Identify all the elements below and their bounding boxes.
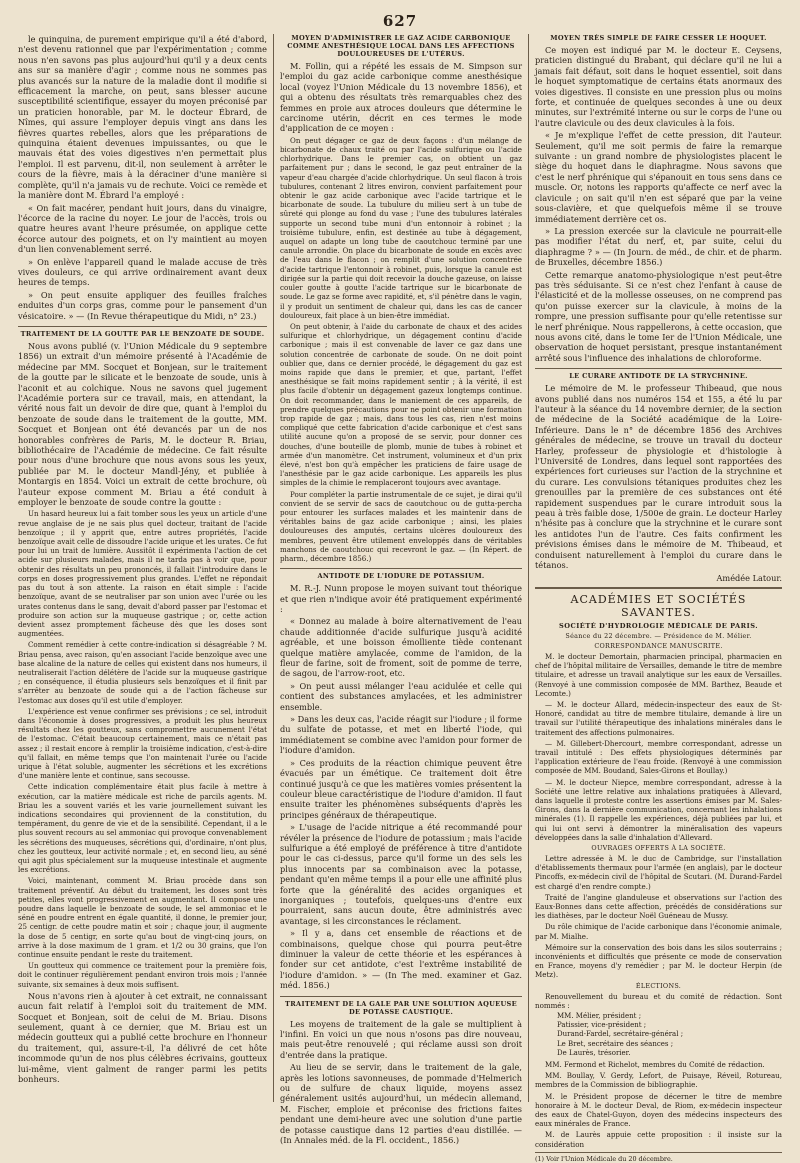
correspondence [535,652,782,842]
paragraph: Nous n'avons rien à ajouter à cet extrait, ne connaissant aucun fait relatif à l'emploi soit du traitement de MM. Socquet et Bonjean, soit de celui de M. Briau. Disons seulement, quant à ce dernier, que M. Briau est un médecin goutteux qui a publié cette brochure en l'honneur du traitement, qui, assure-t-il, l'a délivré de cet hôte incommode qu'un de nos plus célèbres écrivains, goutteux lui-même, vient galment de ranger parmi les petits bonheurs. [18,990,267,1085]
paragraph: Le mémoire de M. le professeur Thibeaud, que nous avons publié dans nos numéros 154 et 155, a été lu par l'auteur à la séance du 14 novembre dernier, de la section de médecine de la Société académique de la Loire-Inférieure. Dans le n° de décembre 1856 des Archives générales de médecine, se trouve un travail du docteur Harley, professeur de physiologie et d'histologie à l'Université de Londres, dans lequel sont rapportées des expériences fort curieuses sur l'action de la strychnine et du curare. Les convulsions tétaniques produites chez les grenouilles par la première de ces substances ont été rapidement suspendues par le curare introduit sous la peau à très faible dose, 1/500e de grain. Le docteur Harley n'hésite pas à conclure que la strychnine et le curare sont les antidotes l'un de l'autre. Ces faits confirment les prévisions émises dans le mémoire de M. Thibeaud, et conduisent naturellement à l'emploi du curare dans le tétanos. [535,383,782,571]
list-item: MM. Mélier, président ; [557,1012,642,1021]
section-heading: MOYEN TRÈS SIMPLE DE FAIRE CESSER LE HOQUET. [550,34,767,42]
list-item: De Laurès, trésorier. [557,1048,631,1057]
paragraph: M. le docteur Demortain, pharmacien principal, pharmacien en chef de l'hôpital militaire de Versailles, demande le titre de membre titulaire, et adresse un travail analytique sur les eaux de Versailles. (Renvoyé à une commission composée de MM. Barthez, Beaude et Lecomte.) [535,651,782,698]
paragraph: MM. Boullay, V. Gerdy, Lefort, de Puisaye, Réveil, Rotureau, membres de la Commission de bibliographie. [535,1071,782,1090]
page-number: 627 [382,12,418,30]
section-heading: MOYEN D'ADMINISTRER LE GAZ ACIDE CARBONIQUE COMME ANESTHÉSIQUE LOCAL DANS LES AFFECTIONS DOULOUREUSES DE L'UTÉRUS. [287,34,515,58]
paragraph: Un goutteux qui commence ce traitement pour la première fois, doit le continuer régulièrement pendant environ trois mois ; l'année suivante, six semaines à deux mois suffisent. [18,961,267,989]
paragraph: » La pression exercée sur la clavicule ne pourrait-elle pas modifier l'état du nerf, et, par suite, celui du diaphragme ? » — (In Journ. de méd., de chir. et de pharm. de Bruxelles, décembre 1856.) [535,225,782,268]
paragraph: » L'usage de l'acide nitrique a été recommandé pour révéler la présence de l'iodure de potassium ; mais l'acide sulfurique a été employé de préférence à titre d'antidote pour le cas ci-dessus, parce qu'il forme un des sels les plus innocents par sa combinaison avec la potasse, pendant qu'en même temps il a pour elle une affinité plus forte que la généralité des acides organiques et inorganiques ; toutefois, quelques-uns d'entre eux pourraient, sans aucun doute, être administrés avec avantage, si les circonstances le réclament. [280,822,522,926]
section-heading: TRAITEMENT DE LA GOUTTE PAR LE BENZOATE DE SOUDE. [18,326,267,338]
paragraph: Nous avons publié (v. l'Union Médicale du 9 septembre 1856) un extrait d'un mémoire présenté à l'Académie de médecine par MM. Socquet et Bonjean, sur le traitement de la goutte par le silicate et le benzoate de soude, unis à l'aconit et au colchique. Nous ne savons quel jugement l'Académie portera sur ce travail, mais, en attendant, la vérité nous fait un devoir de dire que, quant à l'emploi du benzoate de soude dans le traitement de la goutte, MM. Socquet et Bonjean ont été devancés par un de nos honorables confrères de Paris, M. le docteur R. Briau, bibliothécaire de l'Académie de médecine. Ce fait résulte pour nous d'une brochure que nous avons sous les yeux, publiée par M. le docteur Mandl-Jény, et publiée à Montargis en 1854. Voici un extrait de cette brochure, où l'auteur expose comment M. Briau a été conduit à employer le benzoate de soude contre la goutte : [18,340,267,508]
paragraph: MM. Fermond et Richelot, membres du Comité de rédaction. [545,1060,765,1070]
elections [535,992,782,1149]
quoted-extract [280,136,522,563]
society-heading: SOCIÉTÉ D'HYDROLOGIE MÉDICALE DE PARIS. [558,621,759,630]
paragraph: » Dans les deux cas, l'acide réagit sur l'iodure ; il forme du sulfate de potasse, et met en liberté l'iode, qui immédiatement se combine avec l'amidon pour former de l'iodure d'amidon. [280,714,522,756]
session-line: Séance du 22 décembre. — Présidence de M. Mélier. [565,631,752,640]
paragraph: » On peut ensuite appliquer des feuilles fraîches enduites d'un corps gras, comme pour le pansement d'un vésicatoire. » — (In Revue thérapeutique du Midi, n° 23.) [18,289,267,321]
paragraph: Les moyens de traitement de la gale se multiplient à l'infini. En voici un que nous n'osons pas dire nouveau, mais peut-être renouvelé ; qui réclame aussi son droit d'entrée dans la pratique. [280,1018,522,1060]
paragraph: Comment remédier à cette contre-indication si désagréable ? M. Briau pensa, avec raison, qu'en associant l'acide benzoïque avec une base alcaline de la nature de celles qui existent dans nos humeurs, il neutraliserait l'action délétère de l'acide sur la muqueuse gastrique ; en conséquence, il étudia plusieurs sels benzoïques et il finit par s'arrêter au benzoate de soude qui a de l'action fâcheuse sur l'estomac aux doses qu'il est utile d'employer. [18,640,267,705]
paragraph: Ce moyen est indiqué par M. le docteur E. Ceysens, praticien distingué du Brabant, qui déclare qu'il ne lui a jamais fait défaut, soit dans le hoquet essentiel, soit dans le hoquet symptomatique de certains états anormaux des voies digestives. Il consiste en une pression plus ou moins forte, et continuée de quelques secondes à une ou deux minutes, sur l'extrémité interne ou sur le corps de l'une ou l'autre clavicule ou des deux clavicules à la fois. [535,45,782,128]
paragraph: Lettre adressée à M. le duc de Cambridge, sur l'installation d'établissements thermaux pour l'armée (en anglais), par le docteur Pincoffs, ex-médecin civil de l'hôpital de Scutari. (M. Durand-Fardel est chargé d'en rendre compte.) [535,853,782,891]
paragraph: Voici, maintenant, comment M. Briau procède dans son traitement préventif. Au début du traitement, les doses sont très petites, elles vont progressivement en augmentant. Il compose une poudre dans laquelle le benzoate de soude, le sel ammoniac et le séné en poudre entrent en égale quantité, il donne, le premier jour, 25 centigr. de cette poudre matin et soir ; chaque jour, il augmente la dose de 5 centigr, en sorte qu'au bout de vingt-cinq jours, on arrive à la dose maximum de 1 gram. et 1/2 ou 30 grains, que l'on continue ensuite pendant le reste du traitement. [18,876,267,960]
paragraph: — M. le docteur Niepce, membre correspondant, adresse à la Société une lettre relative aux inhalations pratiquées à Allevard, dans laquelle il proteste contre les assertions émises par M. Sales-Girons, dans la dernière communication, concernant les inhalations minérales (1). Il rappelle les expériences, déjà publiées par lui, et qui lui ont servi à démontrer la minéralisation des vapeurs développées dans la salle d'inhalation d'Allevard. [535,777,782,842]
columns [12,34,788,1163]
paragraph: M. de Laurès appuie cette proposition : il insiste sur la considération [535,1130,782,1149]
paragraph: — M. le docteur Allard, médecin-inspecteur des eaux de St-Honoré, candidat au titre de membre titulaire, demande à lire un travail sur l'utilité thérapeutique des inhalations minérales dans le traitement des affections pulmonaires. [535,699,782,737]
quoted-extract [18,509,267,988]
paragraph: Pour compléter la partie instrumentale de ce sujet, je dirai qu'il convient de se servir de sacs de caoutchouc ou de gutta-percha pour entourer les surfaces malades et les maintenir dans de véritables bains de gaz acide carbonique ; ainsi, les plaies douloureuses des amputés, certains ulcères douloureux des membres, peuvent être utilement enveloppés dans de véritables manchons de caoutchouc qui recevront le gaz. — (In Répert. de pharm., décembre 1856.) [280,489,522,563]
paragraph: » Ces produits de la réaction chimique peuvent être évacués par un émétique. Ce traitement doit être continué jusqu'à ce que les matières vomies présentent la couleur bleue caractéristique de l'iodure d'amidon. Il faut ensuite traiter les phénomènes subséquents d'après les principes généraux de thérapeutique. [280,757,522,820]
paragraph: « Je m'explique l'effet de cette pression, dit l'auteur. Seulement, qu'il me soit permis de faire la remarque suivante : un grand nombre de physiologistes placent le siège du hoquet dans le diaphragme. Nous savons que c'est le nerf phrénique qui s'épanouit en tous sens dans ce muscle. Or, notons les rapports qu'affecte ce nerf avec la clavicule ; on sait qu'il n'en est séparé que par la veine sous-clavière, et que quelquefois même il se trouve immédiatement derrière cet os. [535,130,782,224]
column-3 [529,34,788,1163]
paragraph: Cette remarque anatomo-physiologique n'est peut-être pas très séduisante. Si ce n'est chez l'enfant à cause de l'élasticité et de la mollesse osseuses, on ne comprend pas qu'on puisse exercer sur la clavicule, à moins de la rompre, une pression suffisante pour qu'elle retentisse sur le nerf phrénique. Nous rappellerons, à cette occasion, que nous avons cité, dans le tome Ier de l'Union Médicale, une observation de hoquet persistant, presque instantanément arrêté sous l'influence des inhalations de chloroforme. [535,269,782,363]
paragraph: Renouvellement du bureau et du comité de rédaction. Sont nommés : [535,991,782,1010]
paragraph: » On peut aussi mélanger l'eau acidulée et celle qui contient des substances amylacées, et les administrer ensemble. [280,680,522,712]
paragraph: » On enlève l'appareil quand le malade accuse de très vives douleurs, ce qui arrive ordinairement avant deux heures de temps. [18,256,267,288]
column-2 [274,34,529,1146]
paragraph: Au lieu de se servir, dans le traitement de la gale, après les lotions savonneuses, de pommade d'Helmerich ou de sulfure de chaux liquide, moyens assez généralement usités aujourd'hui, un médecin allemand, M. Fischer, emploie et préconise des frictions faites pendant une demi-heure avec une solution d'une partie de potasse caustique dans 12 parties d'eau distillée. — (In Annales méd. de la Fl. occident., 1856.) [280,1062,522,1146]
paragraph: — M. Gillebert-Dhercourt, membre correspondant, adresse un travail intitulé : Des effets physiologiques déterminés par l'application extérieure de l'eau froide. (Renvoyé à une commission composée de MM. Boudand, Sales-Girons et Boullay.) [535,738,782,776]
paragraph: « Donnez au malade à boire alternativement de l'eau chaude additionnée d'acide sulfurique jusqu'à acidité agréable, et une boisson émolliente tiède contenant quelque matière amylacée, comme de l'amidon, de la fleur de farine, soit de froment, soit de pomme de terre, de sagou, de l'arrow-root, etc. [280,616,522,679]
paragraph: On peut dégager ce gaz de deux façons : d'un mélange de bicarbonate de chaux traité ou par l'acide sulfurique ou l'acide chlorhydrique. Dans le premier cas, on obtient un gaz parfaitement pur ; dans le second, le gaz peut entraîner de la vapeur d'eau chargée d'acide chlorhydrique. Un seul flacon à trois tubulures, contenant 2 litres environ, convient parfaitement pour obtenir le gaz acide carbonique avec l'acide tartrique et le bicarbonate de soude. La tubulure du milieu sert à un tube de sûreté qui plonge au fond du vase ; l'une des tubulures latérales supporte un second tube muni d'un entonnoir à robinet ; la troisième tubulure, enfin, est destinée au tube à dégagement, auquel on adapte un long tube de caoutchouc terminé par une canule arrondie. On place du bicarbonate de soude en excès avec de l'eau dans le flacon ; on remplit d'une solution concentrée d'acide tartrique l'entonnoir à robinet, puis, lorsque la canule est dirigée sur la partie qui doit recevoir la douche gazeuse, on laisse couler goutte à goutte l'acide tartrique sur le bicarbonate de soude. Le gaz se forme avec rapidité, et, s'il pénètre dans le vagin, il y produit un sentiment de chaleur qui, dans les cas de cancer douloureux, fait place à un bien-être immédiat. [280,135,522,320]
paragraph: « On fait macérer, pendant huit jours, dans du vinaigre, l'écorce de la racine du noyer. Le jour de l'accès, trois ou quatre heures avant l'heure présumée, on applique cette écorce autour des poignets, et on l'y maintient au moyen d'un lien convenablement serré. [18,202,267,255]
subheading: CORRESPONDANCE MANUSCRITE. [594,641,723,650]
paragraph: Cette indication complémentaire était plus facile à mettre à exécution, car la matière médicale est riche de parcils agents. M. Briau les a souvent variés et les varie journellement suivant les indications secondaires qui proviennent de la constitution, du tempérament, du genre de vie et de la sensibilité. Cependant, il a le plus souvent recours au sel ammoniac qui provoque convenablement les sécrétions des muqueuses, sécrétions qui, d'ordinaire, n'ont plus, chez les goutteux, leur activité normale ; et, en second lieu, au séné qui agit plus spécialement sur la muqueuse intestinale et augmente les excrétions. [18,782,267,875]
list-item: Patissier, vice-président ; [557,1021,647,1030]
subheading: ÉLECTIONS. [635,981,682,990]
paragraph: M. le Président propose de décerner le titre de membre honoraire à M. le docteur Deval, de Riom, ex-médecin inspecteur des eaux de Chatel-Guyon, doyen des médecins inspecteurs des eaux minérales de France. [535,1091,782,1129]
paragraph: Du rôle chimique de l'acide carbonique dans l'économie animale, par M. Mialhe. [535,922,782,941]
section-heading: TRAITEMENT DE LA GALE PAR UNE SOLUTION AQUEUSE DE POTASSE CAUSTIQUE. [280,996,522,1016]
paragraph: M. R.-J. Nunn propose le moyen suivant tout théorique et que rien n'indique avoir été pratiquement expérimenté : [280,583,522,614]
paragraph: On peut obtenir, à l'aide du carbonate de chaux et des acides sulfurique et chlorhydrique, un dégagement continu d'acide carbonique ; mais il est convenable de laver ce gaz dans une solution concentrée de carbonate de soude. On ne doit point oublier que, dans ce dernier procédé, le dégagement du gaz est moins rapide que dans le premier, et que, partant, l'effet anesthésique se fait moins rapidement sentir ; à la vérité, il est plus facile d'obtenir un dégagement gazeux longtemps continue. On doit recommander, dans le maniement de ces appareils, de prendre quelques précautions pour ne point obtenir une formation trop rapide de gaz ; mais, dans tous les cas, rien n'est moins compliqué que cette fabrication d'acide carbonique et c'est sans utilité aucune qu'on a proposé de se servir, pour donner ces douches, d'une bouteille de plomb, munie de tubes à robinet et armée d'un manomètre. Cet instrument, volumineux et d'un prix élevé, n'est bon qu'à empêcher les praticiens de faire usage de l'anesthésie par le gaz acide carbonique. Les appareils les plus simples de la chimie le remplaceront toujours avec avantage. [280,321,522,488]
paragraph: le quinquina, de purement empirique qu'il a été d'abord, n'est devenu rationnel que par l'expérimentation ; comme nous n'en savons pas plus aujourd'hui qu'il y a deux cents ans sur sa manière d'agir ; comme nous ne sommes pas plus avancés sur la nature de la maladie dont il modifie si efficacement la marche, on peut, sans blesser aucune susceptibilité scientifique, essayer du moyen préconisé par un praticien honorable, par M. le docteur Ébrard, de Nîmes, qui assure l'employer depuis vingt ans dans les fièvres quartes rebelles, alors que les préparations de quinquina étaient devenues impuissantes, ou que le mauvais état des voies digestives n'en permettait plus l'emploi. Il est parvenu, dit-il, non seulement à arrêter le cours de la fièvre, mais à la déraciner d'une manière si complète, qu'il n'a jamais vu de rechute. Voici ce remède et la manière dont M. Ébrard l'a employé : [18,34,267,201]
paragraph: L'expérience est venue confirmer ses prévisions ; ce sel, introduit dans l'économie à doses progressives, a produit les plus heureux résultats chez les goutteux, sans compromettre aucunement l'état de l'estomac. C'était beaucoup certainement, mais ce n'était pas assez ; il restait encore à remplir la troisième indication, c'est-à-dire qu'il fallait, en même temps que l'on maintenait l'urée ou l'acide urique à l'état soluble, augmenter les sécrétions et les excrétions d'une manière lente et continue, sans secousse. [18,706,267,781]
column-1 [12,34,274,1102]
paragraph: Mémoire sur la conservation des bois dans les silos souterrains ; inconvénients et difficultés que présente ce mode de conservation en France, moyens d'y remédier ; par M. le docteur Herpin (de Metz). [535,942,782,980]
section-heading: LE CURARE ANTIDOTE DE LA STRYCHNINE. [535,368,782,380]
paragraph: M. Follin, qui a répété les essais de M. Simpson sur l'emploi du gaz acide carbonique comme anesthésique local (voyez l'Union Médicale du 13 novembre 1856), et qui a obtenu des résultats très remarquables chez des femmes en proie aux atroces douleurs que détermine le carcinome utérin, décrit en ces termes le mode d'application de ce moyen : [280,61,522,134]
section-heading: ANTIDOTE DE L'IODURE DE POTASSIUM. [280,568,522,580]
paragraph: Traité de l'angine glanduleuse et observations sur l'action des Eaux-Bonnes dans cette affection, précédés de considérations sur les diathèses, par le docteur Noël Guéneau de Mussy. [535,892,782,921]
works-offered [535,854,782,980]
author-signature: Amédée Latour. [716,572,782,583]
col1-intro [18,34,267,321]
paragraph: » Il y a, dans cet ensemble de réactions et de combinaisons, quelque chose qui pourra peut-être diminuer la valeur de cette théorie et les espérances à fonder sur cet antidote, c'est l'extrême instabilité de l'iodure d'amidon. » — (In The med. examiner et Gaz. méd. 1856.) [280,928,522,991]
footnote: (1) Voir l'Union Médicale du 20 décembre. [535,1152,782,1163]
subheading: OUVRAGES OFFERTS À LA SOCIÉTÉ. [591,843,726,852]
academies-heading: ACADÉMIES ET SOCIÉTÉS SAVANTES. [535,587,782,619]
elections-list [535,1012,782,1058]
paragraph: Un hasard heureux lui a fait tomber sous les yeux un article d'une revue anglaise de je ne sais plus quel docteur, traitant de l'acide benzoïque ; il y apprit que, entre autres propriétés, l'acide benzoïque avait celle de dissoudre l'acide urique et les urates. Ce fut pour lui un trait de lumière. Aussitôt il expérimenta l'action de cet acide sur plusieurs malades, mais il ne tarda pas à voir que, pour obtenir des résultats un peu prononcés, il fallait l'introduire dans le corps en doses progressivement plus grandes. L'effet ne répondait pas du tout à son attente. La raison en était simple : l'acide benzoïque, avant de se neutraliser par son union avec l'urée ou les urates contenus dans le sang, devait d'abord passer par l'estomac et produire son action sur la muqueuse gastrique ; or, cette action devient assez promptement fâcheuse dès que les doses sont augmentées. [18,509,267,639]
list-item: Durand-Fardel, secrétaire-général ; [557,1030,684,1039]
list-item: Le Bret, secrétaire des séances ; [557,1039,674,1048]
